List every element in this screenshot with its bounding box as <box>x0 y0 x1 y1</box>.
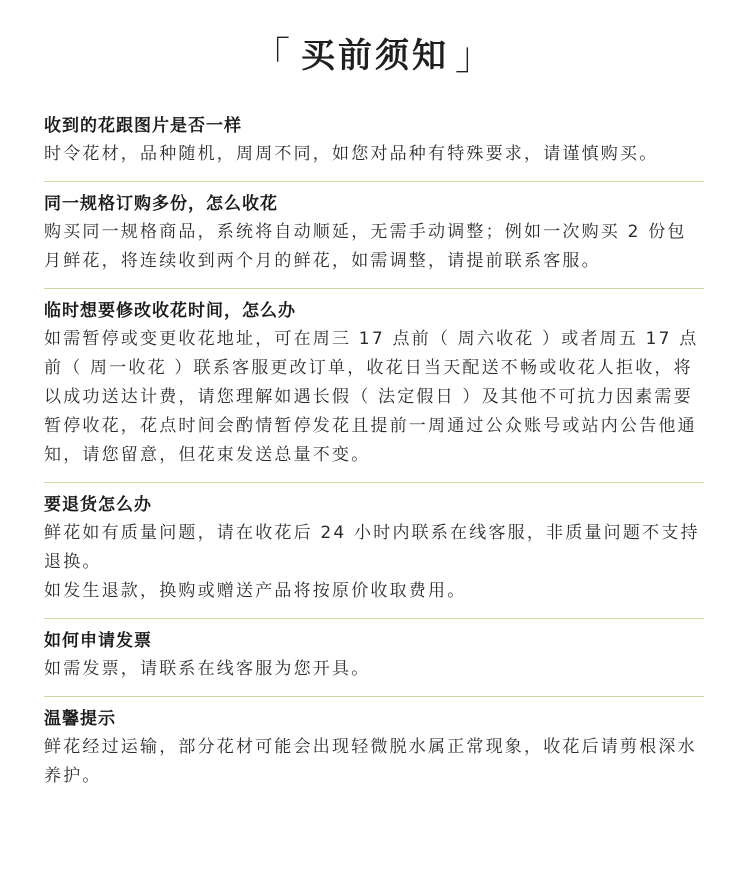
section-heading: 收到的花跟图片是否一样 <box>44 116 242 136</box>
section-heading: 如何申请发票 <box>44 631 152 651</box>
section-paragraph: 时令花材，品种随机，周周不同，如您对品种有特殊要求，请谨慎购买。 <box>44 144 659 164</box>
section-heading: 同一规格订购多份，怎么收花 <box>44 194 278 214</box>
section-paragraph: 鲜花经过运输，部分花材可能会出现轻微脱水属正常现象，收花后请剪根深水养护。 <box>44 737 697 786</box>
section-heading: 临时想要修改收花时间，怎么办 <box>44 301 296 321</box>
section-paragraph: 如需发票，请联系在线客服为您开具。 <box>44 659 371 679</box>
faq-section-invoice <box>44 618 704 696</box>
section-paragraph: 鲜花如有质量问题，请在收花后 24 小时内联系在线客服，非质量问题不支持退换。 <box>44 523 700 572</box>
page-title-text: 买前须知 <box>301 35 449 76</box>
section-paragraph: 如需暂停或变更收花地址，可在周三 17 点前（ 周六收花 ）或者周五 17 点前（ 周一收花 ）联系客服更改订单，收花日当天配送不畅或收花人拒收，将以成功送达计费，请您理解如遇长假（ 法定假日 ）及其他不可抗力因素需要暂停收花，花点时间会酌情暂停发花且提前一周通过公众账号或站内公告他通知，请您留意，但花束发送总量不变。 <box>44 329 699 465</box>
section-paragraph: 如发生退款，换购或赠送产品将按原价收取费用。 <box>44 581 467 601</box>
title-left-bracket: 「 <box>251 33 293 78</box>
section-heading: 温馨提示 <box>44 709 116 729</box>
title-area <box>44 0 704 104</box>
section-heading: 要退货怎么办 <box>44 495 152 515</box>
page-title <box>252 25 496 80</box>
section-paragraph: 购买同一规格商品，系统将自动顺延，无需手动调整；例如一次购买 2 份包月鲜花，将连续收到两个月的鲜花，如需调整，请提前联系客服。 <box>44 222 687 271</box>
faq-section-returns <box>44 482 704 618</box>
faq-section-change-delivery-time <box>44 288 704 482</box>
faq-section-photo-match <box>44 104 704 181</box>
faq-section-multiple-orders <box>44 181 704 288</box>
title-right-bracket: 」 <box>455 33 497 78</box>
faq-section-tips <box>44 696 704 803</box>
